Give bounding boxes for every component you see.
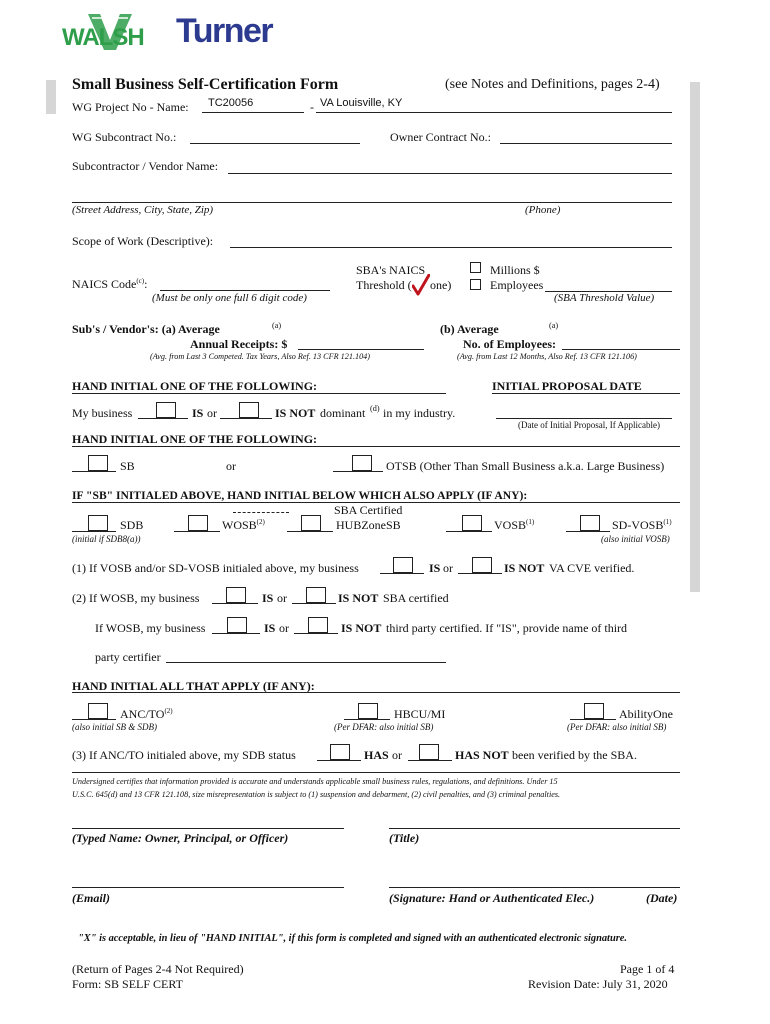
naics-label: [72, 277, 147, 292]
email-caption: (Email): [72, 891, 110, 905]
q3-has-initial-box[interactable]: [330, 744, 350, 760]
dominant-label: dominant: [320, 406, 366, 420]
dominant-is-not-line: [220, 418, 272, 419]
sdb-initial-box[interactable]: [88, 515, 108, 531]
b-average-label: (b) Average: [440, 322, 499, 336]
wosb-initial-box[interactable]: [188, 515, 208, 531]
sba-value-caption: (SBA Threshold Value): [554, 292, 655, 304]
heading-underline-2: [72, 446, 680, 447]
q2b-is-not-line: [294, 633, 338, 634]
proposal-heading-underline: [492, 393, 680, 394]
dominant-is-initial-box[interactable]: [156, 402, 176, 418]
naics-footnote: (c): [136, 277, 145, 285]
sba-certified-dash: [233, 512, 289, 513]
typed-name-field[interactable]: [72, 828, 344, 829]
q1-is-not-initial-box[interactable]: [472, 557, 492, 573]
question-1-text: (1) If VOSB and/or SD-VOSB initialed above, my business: [72, 561, 359, 575]
certify-text-line-1: Undersigned certifies that information provided is accurate and understands applicable small business rules, regulations, and definitions. Under 15: [72, 777, 558, 786]
vosb-footnote: (1): [526, 518, 535, 526]
signature-caption: (Signature: Hand or Authenticated Elec.): [389, 891, 595, 905]
vendor-name-label: Subcontractor / Vendor Name:: [72, 159, 219, 173]
q2b-is-label: IS: [264, 621, 276, 635]
sdvosb-initial-box[interactable]: [580, 515, 600, 531]
hubzone-initial-box[interactable]: [301, 515, 321, 531]
turner-logo: Turner: [176, 12, 273, 50]
electronic-signature-note: "X" is acceptable, in lieu of "HAND INITIAL", if this form is completed and signed with an authenticated electronic signature.: [78, 933, 627, 944]
q2-is-initial-box[interactable]: [226, 587, 246, 603]
form-title: Small Business Self-Certification Form: [72, 76, 339, 93]
subs-average-footnote: (a): [272, 321, 282, 330]
title-field[interactable]: [389, 828, 680, 829]
left-scroll-bar: [46, 80, 56, 114]
naics-field[interactable]: [160, 290, 330, 291]
millions-label: Millions $: [490, 263, 540, 277]
owner-contract-label: Owner Contract No.:: [390, 130, 491, 144]
employees-caption: (Avg. from Last 12 Months, Also Ref. 13 CFR 121.106): [457, 352, 637, 361]
heading-underline-1: [72, 393, 446, 394]
sb-initial-box[interactable]: [88, 455, 108, 471]
otsb-initial-box[interactable]: [352, 455, 372, 471]
sdvosb-line: [566, 531, 610, 532]
q3-has-not-line: [408, 760, 452, 761]
dominant-footnote: (d): [370, 404, 380, 413]
anc-label: [120, 707, 173, 722]
vosb-caption: (also initial VOSB): [601, 534, 670, 544]
revision-date: Revision Date: July 31, 2020: [528, 977, 668, 991]
certify-top-rule: [72, 772, 680, 773]
date-caption: (Date): [646, 891, 678, 905]
address-caption: (Street Address, City, State, Zip): [72, 204, 214, 216]
hbcu-label: HBCU/MI: [394, 707, 446, 721]
q2-is-not-line: [292, 603, 336, 604]
sba-certified-label: SBA Certified: [334, 503, 403, 517]
abilityone-line: [570, 719, 616, 720]
dominant-or-label: or: [207, 406, 217, 420]
phone-caption: (Phone): [525, 204, 561, 216]
employees-label: Employees: [490, 278, 544, 292]
vendor-name-field[interactable]: [228, 173, 672, 174]
q1-is-initial-box[interactable]: [393, 557, 413, 573]
q3-has-line: [317, 760, 361, 761]
anc-line: [72, 719, 116, 720]
vosb-line: [446, 531, 492, 532]
proposal-date-caption: (Date of Initial Proposal, If Applicable): [518, 420, 660, 430]
q3-or-label: or: [392, 748, 402, 762]
q2b-is-line: [212, 633, 260, 634]
walsh-logo-text: WALSH: [62, 24, 144, 51]
hubzone-line: [287, 531, 333, 532]
dominant-is-label: IS: [192, 406, 204, 420]
q2b-end-text: third party certified. If "IS", provide name of third: [386, 621, 628, 635]
q2-end-text: SBA certified: [383, 591, 449, 605]
owner-contract-field[interactable]: [500, 143, 672, 144]
vosb-label-text: VOSB: [494, 518, 527, 532]
sb-label: SB: [120, 459, 135, 473]
scope-label: Scope of Work (Descriptive):: [72, 234, 214, 248]
project-number-line: [202, 112, 304, 113]
sb-or-label: or: [226, 459, 236, 473]
walsh-logo: [62, 12, 158, 56]
right-scroll-bar: [690, 82, 700, 592]
otsb-line: [333, 471, 383, 472]
q2b-or-label: or: [279, 621, 289, 635]
hbcu-initial-box[interactable]: [358, 703, 378, 719]
anc-footnote: (2): [164, 707, 173, 715]
no-employees-label: No. of Employees:: [463, 337, 556, 351]
q1-is-not-line: [458, 573, 502, 574]
q2b-is-not-initial-box[interactable]: [308, 617, 328, 633]
vosb-initial-box[interactable]: [462, 515, 482, 531]
project-label: WG Project No - Name:: [72, 100, 189, 114]
subs-average-label: Sub's / Vendor's: (a) Average: [72, 322, 220, 336]
form-id: Form: SB SELF CERT: [72, 977, 183, 991]
abilityone-label: AbilityOne: [619, 707, 673, 721]
address-field[interactable]: [72, 202, 672, 203]
email-field[interactable]: [72, 887, 344, 888]
naics-colon: :: [144, 277, 148, 291]
page-number: Page 1 of 4: [620, 962, 675, 976]
anc-caption: (also initial SB & SDB): [72, 722, 157, 732]
receipts-caption: (Avg. from Last 3 Competed. Tax Years, Also Ref. 13 CFR 121.104): [150, 352, 371, 361]
sba-threshold-line1: SBA's NAICS: [356, 263, 426, 277]
q2-is-line: [212, 603, 258, 604]
q2-is-not-label: IS NOT: [338, 591, 379, 605]
wosb-label-text: WOSB: [222, 518, 257, 532]
sdb-caption: (initial if SDB8(a)): [72, 534, 141, 544]
q2b-is-not-label: IS NOT: [341, 621, 382, 635]
sdvosb-label: [612, 518, 672, 533]
notes-reference: (see Notes and Definitions, pages 2-4): [445, 77, 660, 92]
q3-has-not-label: HAS NOT: [455, 748, 509, 762]
red-checkmark-icon: [412, 274, 430, 296]
in-my-industry-label: in my industry.: [383, 406, 456, 420]
hand-initial-one-heading-2: HAND INITIAL ONE OF THE FOLLOWING:: [72, 432, 318, 446]
signature-field[interactable]: [389, 887, 680, 888]
hand-initial-all-underline: [72, 692, 680, 693]
hand-initial-one-heading-1: HAND INITIAL ONE OF THE FOLLOWING:: [72, 379, 318, 393]
dominant-is-not-label: IS NOT: [275, 406, 316, 420]
hubzone-label: HUBZoneSB: [336, 518, 401, 532]
project-name-line: [316, 112, 672, 113]
sdvosb-label-text: SD-VOSB: [612, 518, 664, 532]
my-business-label: My business: [72, 406, 133, 420]
certify-text-line-2: U.S.C. 645(d) and 13 CFR 121.108, size misrepresentation is subject to (1) suspension and debarment, (2) civil penalties, and (3) criminal penalties.: [72, 790, 561, 799]
sdb-label: SDB: [120, 518, 144, 532]
initial-proposal-date-heading: INITIAL PROPOSAL DATE: [492, 379, 642, 393]
sba-threshold-line2b: one): [430, 278, 452, 292]
q2b-is-initial-box[interactable]: [227, 617, 247, 633]
wosb-footnote: (2): [256, 518, 265, 526]
b-average-footnote: (a): [549, 321, 559, 330]
hbcu-line: [344, 719, 390, 720]
project-dash: -: [310, 100, 314, 114]
question-3-text: (3) If ANC/TO initialed above, my SDB status: [72, 748, 296, 762]
otsb-label: OTSB (Other Than Small Business a.k.a. Large Business): [386, 459, 665, 473]
q3-has-label: HAS: [364, 748, 389, 762]
q1-is-not-label: IS NOT: [504, 561, 545, 575]
anc-initial-box[interactable]: [88, 703, 108, 719]
sba-threshold-line2a: Threshold (: [356, 278, 412, 292]
question-2b-text: If WOSB, my business: [95, 621, 206, 635]
wosb-label: [222, 518, 265, 533]
title-caption: (Title): [389, 831, 420, 845]
subcontract-label: WG Subcontract No.:: [72, 130, 177, 144]
vosb-label: [494, 518, 534, 533]
q3-end-text: been verified by the SBA.: [512, 748, 637, 762]
q1-is-line: [380, 573, 424, 574]
anc-label-text: ANC/TO: [120, 707, 165, 721]
hand-initial-all-heading: HAND INITIAL ALL THAT APPLY (IF ANY):: [72, 679, 315, 693]
q3-has-not-initial-box[interactable]: [419, 744, 439, 760]
abilityone-caption: (Per DFAR: also initial SB): [567, 722, 667, 732]
typed-name-caption: (Typed Name: Owner, Principal, or Officer): [72, 831, 289, 845]
abilityone-initial-box[interactable]: [584, 703, 604, 719]
question-2-text: (2) If WOSB, my business: [72, 591, 200, 605]
q1-or-label: or: [443, 561, 453, 575]
q1-is-label: IS: [429, 561, 441, 575]
party-certifier-field[interactable]: [166, 662, 446, 663]
annual-receipts-field[interactable]: [298, 349, 424, 350]
sdb-line: [72, 531, 116, 532]
q1-end-text: VA CVE verified.: [549, 561, 635, 575]
scope-field[interactable]: [230, 247, 672, 248]
dominant-is-not-initial-box[interactable]: [239, 402, 259, 418]
project-name-value[interactable]: VA Louisville, KY: [320, 97, 403, 109]
q2-or-label: or: [277, 591, 287, 605]
sb-line: [72, 471, 116, 472]
if-sb-heading: IF "SB" INITIALED ABOVE, HAND INITIAL BELOW WHICH ALSO APPLY (IF ANY):: [72, 489, 528, 502]
return-note: (Return of Pages 2-4 Not Required): [72, 962, 244, 976]
proposal-date-field[interactable]: [496, 418, 672, 419]
party-certifier-label: party certifier: [95, 650, 161, 664]
naics-caption: (Must be only one full 6 digit code): [152, 292, 307, 304]
q2-is-label: IS: [262, 591, 274, 605]
project-number-value[interactable]: TC20056: [208, 97, 254, 109]
sdvosb-footnote: (1): [663, 518, 672, 526]
annual-receipts-label: Annual Receipts: $: [190, 337, 288, 351]
dominant-is-line: [138, 418, 188, 419]
employees-checkbox[interactable]: [470, 279, 481, 290]
millions-checkbox[interactable]: [470, 262, 481, 273]
wosb-line: [174, 531, 220, 532]
q2-is-not-initial-box[interactable]: [306, 587, 326, 603]
naics-label-text: NAICS Code: [72, 277, 137, 291]
subcontract-field[interactable]: [190, 143, 360, 144]
no-employees-field[interactable]: [562, 349, 680, 350]
hbcu-caption: (Per DFAR: also initial SB): [334, 722, 434, 732]
